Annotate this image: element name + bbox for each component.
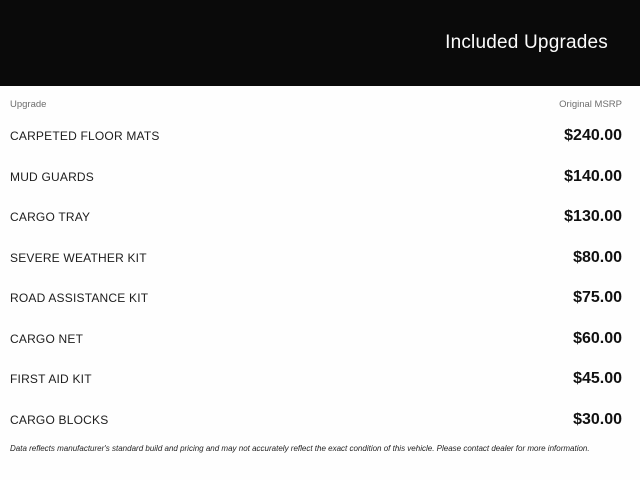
column-header-msrp: Original MSRP	[559, 99, 622, 110]
upgrade-name: CARGO BLOCKS	[10, 412, 109, 427]
page-header	[0, 0, 640, 86]
upgrade-price: $45.00	[573, 370, 622, 388]
upgrade-name: MUD GUARDS	[10, 169, 95, 184]
upgrade-name: CARGO TRAY	[10, 210, 91, 225]
upgrade-price: $130.00	[564, 208, 622, 226]
table-row	[10, 400, 622, 441]
page-title: Included Upgrades	[445, 32, 608, 53]
upgrade-name: FIRST AID KIT	[10, 372, 92, 387]
upgrade-name: CARGO NET	[10, 331, 84, 346]
table-row	[10, 319, 622, 360]
upgrade-price: $60.00	[573, 329, 622, 347]
upgrade-name: SEVERE WEATHER KIT	[10, 250, 147, 265]
disclaimer-text: Data reflects manufacturer's standard build and pricing and may not accurately reflect the exact condition of this vehicle. Please contact dealer for more information.	[10, 444, 590, 453]
upgrade-name: ROAD ASSISTANCE KIT	[10, 291, 149, 306]
upgrade-price: $75.00	[573, 289, 622, 307]
table-column-header	[10, 86, 622, 112]
upgrades-table	[0, 86, 640, 454]
upgrade-name: CARPETED FLOOR MATS	[10, 129, 160, 144]
table-row	[10, 116, 622, 157]
table-row	[10, 157, 622, 198]
upgrade-price: $240.00	[564, 127, 622, 145]
upgrade-price: $140.00	[564, 167, 622, 185]
table-row	[10, 278, 622, 319]
upgrade-price: $80.00	[573, 248, 622, 266]
table-row	[10, 197, 622, 238]
table-row	[10, 238, 622, 279]
upgrade-price: $30.00	[573, 410, 622, 428]
table-row	[10, 359, 622, 400]
column-header-upgrade: Upgrade	[10, 99, 47, 110]
